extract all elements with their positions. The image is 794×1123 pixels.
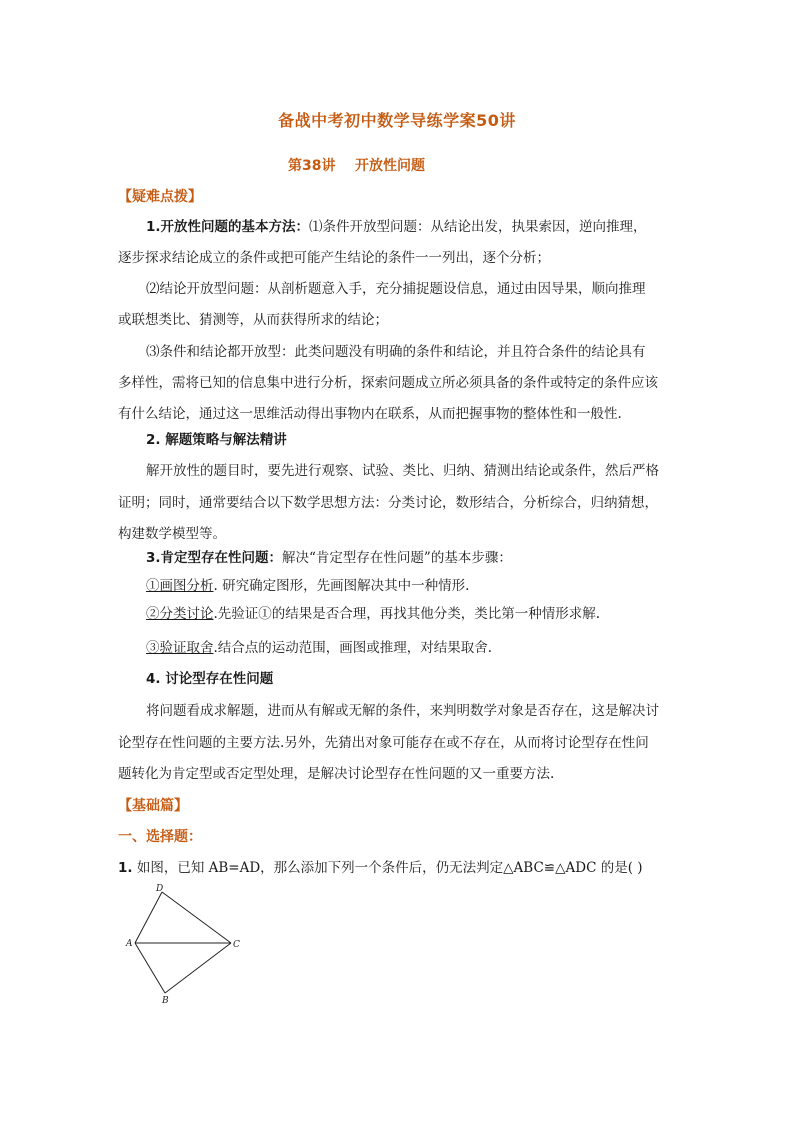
step3-label: ③验证取舍 [146, 640, 214, 656]
item1-p2-line1: ⑵结论开放型问题：从剖析题意入手，充分捕捉题设信息，通过由因导果，顺向推理 [146, 281, 646, 297]
item1-text: ⑴条件开放型问题：从结论出发，执果索因，逆向推理， [309, 219, 647, 235]
section-basics: 【基础篇】 [118, 798, 188, 814]
step2-text: .先验证①的结果是否合理，再找其他分类，类比第一种情形求解. [213, 606, 601, 622]
label-D: D [156, 884, 164, 894]
label-C: C [233, 940, 240, 950]
question-1-text: 如图，已知 AB=AD，那么添加下列一个条件后，仍无法判定△ABC≌△ADC 的是( ) [136, 860, 643, 876]
item3-step2 [146, 604, 600, 624]
step1-text: . 研究确定图形，先画图解决其中一种情形. [213, 578, 470, 594]
item3-step1 [146, 576, 469, 596]
item4-heading-text: 4. 讨论型存在性问题 [146, 671, 274, 687]
label-A: A [126, 939, 133, 949]
item1-p3-line3: 有什么结论，通过这一思维活动得出事物内在联系，从而把握事物的整体性和一般性. [118, 406, 622, 422]
item4-line2: 论型存在性问题的主要方法.另外，先猜出对象可能存在或不存在，从而将讨论型存在性问 [118, 735, 649, 751]
item2-heading-text: 2. 解题策略与解法精讲 [146, 432, 287, 448]
section-multiple-choice: 一、选择题： [118, 829, 202, 845]
item2-heading [146, 430, 287, 450]
item4-heading [146, 669, 273, 689]
item2-line3: 构建数学模型等。 [118, 526, 226, 542]
step1-label: ①画图分析 [146, 578, 214, 594]
segment-AB [135, 943, 165, 993]
segment-BC [165, 943, 231, 993]
question-1 [118, 858, 643, 878]
item2-line1: 解开放性的题目时，要先进行观察、试验、类比、归纳、猜测出结论或条件，然后严格 [146, 463, 659, 479]
item1-p3-line1: ⑶条件和结论都开放型：此类问题没有明确的条件和结论，并且符合条件的结论具有 [146, 344, 646, 360]
lesson-subtitle: 第38讲 开放性问题 [288, 158, 425, 174]
section-difficulty-tips: 【疑难点拨】 [118, 189, 202, 205]
item3-heading: 3.肯定型存在性问题： [146, 550, 283, 566]
step2-label: ②分类讨论 [146, 606, 214, 622]
segment-DA [135, 892, 162, 943]
item3-line1 [146, 548, 512, 568]
item1-line1 [146, 217, 647, 237]
segment-DC [162, 892, 231, 943]
item4-line3: 题转化为肯定型或否定型处理，是解决讨论型存在性问题的又一重要方法. [118, 766, 555, 782]
document-title: 备战中考初中数学导练学案50讲 [278, 111, 516, 130]
geometry-figure-quadrilateral [118, 880, 248, 1005]
item1-line2: 逐步探求结论成立的条件或把可能产生结论的条件一一列出，逐个分析； [118, 250, 550, 266]
item1-heading: 1.开放性问题的基本方法： [146, 219, 310, 235]
label-B: B [162, 996, 169, 1005]
question-1-number: 1. [118, 860, 133, 876]
item4-line1: 将问题看成求解题，进而从有解或无解的条件，来判明数学对象是否存在，这是解决讨 [146, 703, 659, 719]
item1-p2-line2: 或联想类比、猜测等，从而获得所求的结论； [118, 312, 388, 328]
item3-text: 解决“肯定型存在性问题”的基本步骤： [282, 550, 512, 566]
item3-step3 [146, 638, 492, 658]
step3-text: .结合点的运动范围，画图或推理，对结果取舍. [213, 640, 493, 656]
item2-line2: 证明；同时，通常要结合以下数学思想方法：分类讨论，数形结合，分析综合，归纳猜想， [118, 495, 658, 511]
item1-p3-line2: 多样性，需将已知的信息集中进行分析，探索问题成立所必须具备的条件或特定的条件应该 [118, 375, 658, 391]
